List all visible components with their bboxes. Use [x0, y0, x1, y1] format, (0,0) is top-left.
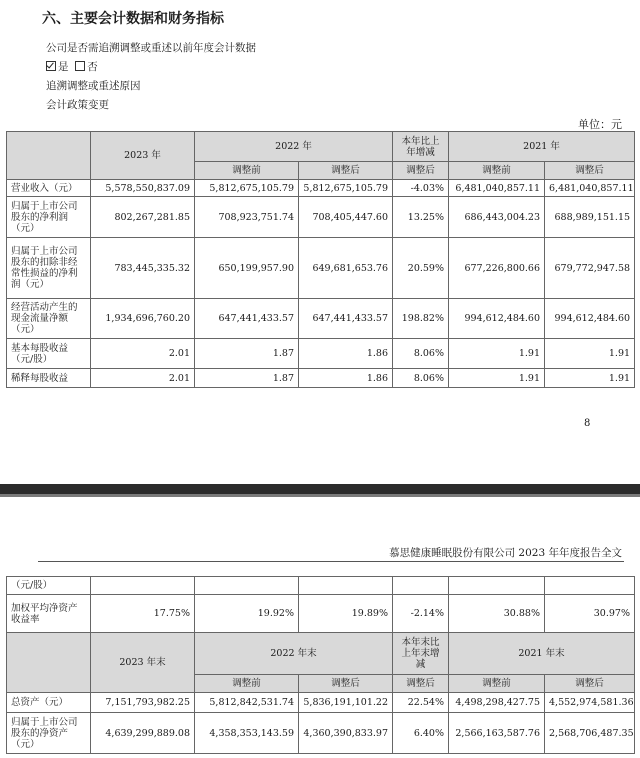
cell-before-2022: 708,923,751.74: [195, 197, 299, 238]
cell-empty: [299, 577, 393, 595]
table-row: [7, 713, 635, 754]
cell-change: 198.82%: [393, 299, 449, 339]
cell-after-2021: 1.91: [545, 369, 635, 388]
header-after-change: 调整后: [393, 675, 449, 693]
row-label: 经营活动产生的现金流量净额（元）: [7, 299, 91, 339]
cell-after-2022: 649,681,653.76: [299, 238, 393, 299]
checkbox-yes-label: 是: [58, 61, 69, 73]
financial-table-2: [6, 576, 635, 754]
cell-empty: [91, 577, 195, 595]
page-break-band: [0, 484, 640, 494]
cell-after-2022: 19.89%: [299, 595, 393, 633]
header-before-2021: 调整前: [449, 675, 545, 693]
unit-label: 单位：元: [578, 118, 622, 131]
table-row: [7, 577, 635, 595]
cell-before-2021: 677,226,800.66: [449, 238, 545, 299]
cell-after-2021: 1.91: [545, 339, 635, 369]
cell-2023: 802,267,281.85: [91, 197, 195, 238]
cell-after-2022: 647,441,433.57: [299, 299, 393, 339]
row-label: 基本每股收益（元/股）: [7, 339, 91, 369]
cell-change: 13.25%: [393, 197, 449, 238]
cell-before-2022: 19.92%: [195, 595, 299, 633]
header-2021: 2021 年: [449, 132, 635, 162]
cell-after-2021: 688,989,151.15: [545, 197, 635, 238]
cell-after-2021: 679,772,947.58: [545, 238, 635, 299]
header-after-2022: 调整后: [299, 675, 393, 693]
row-label: 总资产（元）: [7, 693, 91, 713]
cell-after-2022: 5,836,191,101.22: [299, 693, 393, 713]
page-break-shadow: [0, 494, 640, 497]
cell-before-2021: 2,566,163,587.76: [449, 713, 545, 754]
header-after-2021: 调整后: [545, 675, 635, 693]
header-2022-end: 2022 年末: [195, 633, 393, 675]
cell-before-2021: 30.88%: [449, 595, 545, 633]
header-change-end: 本年末比上年末增减: [393, 633, 449, 675]
cell-after-2022: 1.86: [299, 369, 393, 388]
cell-before-2021: 686,443,004.23: [449, 197, 545, 238]
header-after-change: 调整后: [393, 162, 449, 180]
table-row: [7, 369, 635, 388]
cell-empty: [195, 577, 299, 595]
row-label: 归属于上市公司股东的净利润（元）: [7, 197, 91, 238]
financial-table-1: [6, 131, 635, 388]
cell-after-2022: 4,360,390,833.97: [299, 713, 393, 754]
header-2021-end: 2021 年末: [449, 633, 635, 675]
cell-before-2021: 6,481,040,857.11: [449, 180, 545, 197]
cell-2023: 7,151,793,982.25: [91, 693, 195, 713]
cell-after-2022: 708,405,447.60: [299, 197, 393, 238]
cell-change: 8.06%: [393, 339, 449, 369]
cell-change: 22.54%: [393, 693, 449, 713]
cell-after-2021: 6,481,040,857.11: [545, 180, 635, 197]
cell-2023: 1,934,696,760.20: [91, 299, 195, 339]
header-before-2021: 调整前: [449, 162, 545, 180]
header-2022: 2022 年: [195, 132, 393, 162]
page-number: 8: [584, 418, 591, 429]
cell-change: 6.40%: [393, 713, 449, 754]
header-2023: 2023 年: [91, 132, 195, 180]
checkbox-no-label: 否: [87, 61, 98, 73]
header-blank: [7, 132, 91, 180]
cell-before-2021: 4,498,298,427.75: [449, 693, 545, 713]
table-row: [7, 180, 635, 197]
cell-before-2022: 650,199,957.90: [195, 238, 299, 299]
cell-before-2022: 5,812,842,531.74: [195, 693, 299, 713]
running-header: 慕思健康睡眠股份有限公司 2023 年年度报告全文: [389, 547, 622, 559]
cell-change: 8.06%: [393, 369, 449, 388]
cell-change: 20.59%: [393, 238, 449, 299]
cell-2023: 2.01: [91, 369, 195, 388]
retro-checkbox-row: [46, 59, 98, 74]
cell-before-2021: 1.91: [449, 369, 545, 388]
cell-before-2021: 1.91: [449, 339, 545, 369]
cell-after-2021: 4,552,974,581.36: [545, 693, 635, 713]
cell-change: -4.03%: [393, 180, 449, 197]
cell-after-2021: 994,612,484.60: [545, 299, 635, 339]
cell-2023: 5,578,550,837.09: [91, 180, 195, 197]
header-change: 本年比上年增减: [393, 132, 449, 162]
table-row: [7, 693, 635, 713]
table-row: [7, 238, 635, 299]
cell-after-2021: 30.97%: [545, 595, 635, 633]
cell-before-2022: 5,812,675,105.79: [195, 180, 299, 197]
section-title: 六、主要会计数据和财务指标: [42, 11, 224, 27]
cell-before-2022: 647,441,433.57: [195, 299, 299, 339]
table-row: [7, 595, 635, 633]
cell-2023: 783,445,335.32: [91, 238, 195, 299]
reason-value: 会计政策变更: [46, 99, 109, 111]
cell-before-2021: 994,612,484.60: [449, 299, 545, 339]
cell-empty: [449, 577, 545, 595]
cell-after-2022: 5,812,675,105.79: [299, 180, 393, 197]
cell-change: -2.14%: [393, 595, 449, 633]
row-label: 营业收入（元）: [7, 180, 91, 197]
header-before-2022: 调整前: [195, 162, 299, 180]
row-label: 归属于上市公司股东的净资产（元）: [7, 713, 91, 754]
cell-empty: [393, 577, 449, 595]
table-row: [7, 299, 635, 339]
header-after-2021: 调整后: [545, 162, 635, 180]
cell-before-2022: 1.87: [195, 339, 299, 369]
cell-before-2022: 4,358,353,143.59: [195, 713, 299, 754]
cell-after-2021: 2,568,706,487.35: [545, 713, 635, 754]
header-2023-end: 2023 年末: [91, 633, 195, 693]
header-before-2022: 调整前: [195, 675, 299, 693]
table-row: [7, 339, 635, 369]
retro-question: 公司是否需追溯调整或重述以前年度会计数据: [46, 42, 256, 54]
cell-2023: 17.75%: [91, 595, 195, 633]
row-label-continued: （元/股）: [7, 577, 91, 595]
checkbox-yes[interactable]: [46, 61, 56, 71]
cell-empty: [545, 577, 635, 595]
checkbox-no[interactable]: [75, 61, 85, 71]
reason-label: 追溯调整或重述原因: [46, 80, 141, 92]
row-label: 稀释每股收益: [7, 369, 91, 388]
cell-after-2022: 1.86: [299, 339, 393, 369]
cell-before-2022: 1.87: [195, 369, 299, 388]
cell-2023: 4,639,299,889.08: [91, 713, 195, 754]
table-row: [7, 197, 635, 238]
row-label: 加权平均净资产收益率: [7, 595, 91, 633]
cell-2023: 2.01: [91, 339, 195, 369]
row-label: 归属于上市公司股东的扣除非经常性损益的净利润（元）: [7, 238, 91, 299]
header-blank: [7, 633, 91, 693]
header-rule: [38, 561, 624, 562]
header-after-2022: 调整后: [299, 162, 393, 180]
